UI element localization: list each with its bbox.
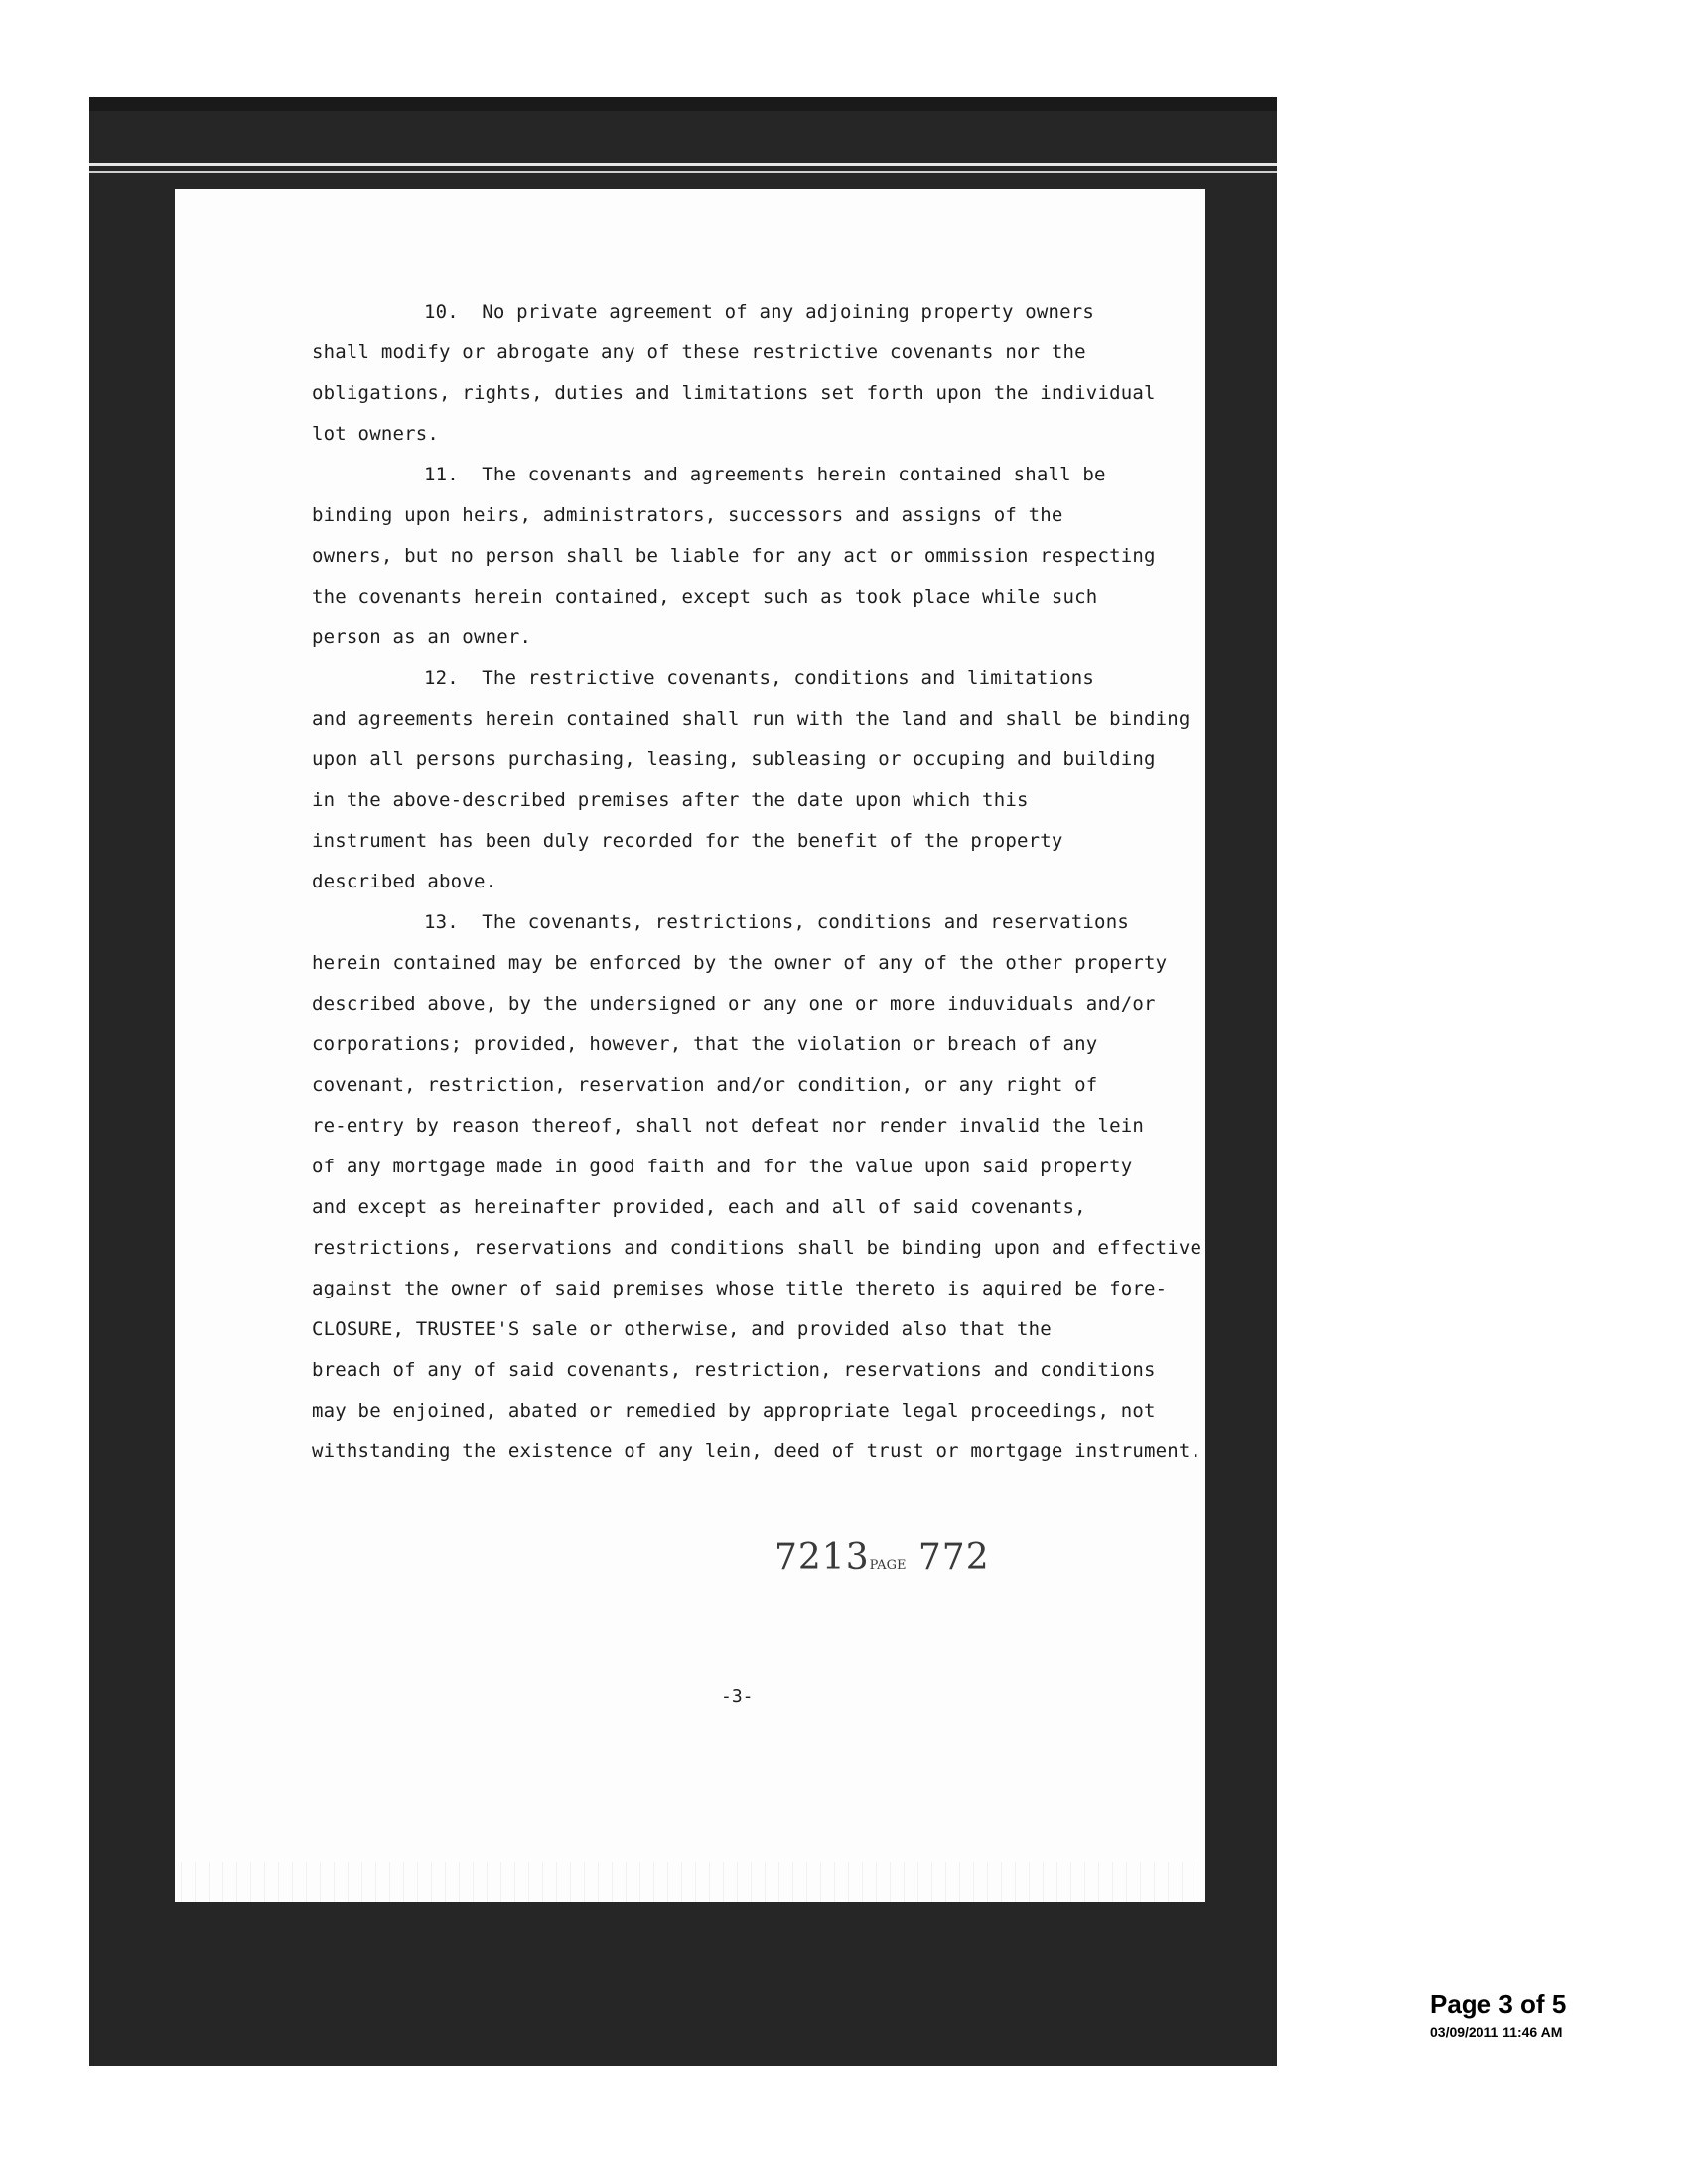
- document-line: of any mortgage made in good faith and for the value upon said property: [312, 1156, 1133, 1177]
- document-line: and agreements herein contained shall run with the land and shall be binding: [312, 708, 1191, 730]
- document-line: instrument has been duly recorded for the benefit of the property: [312, 830, 1063, 852]
- page-footer: [1430, 1989, 1589, 2040]
- scan-rule: [89, 171, 1277, 173]
- recording-stamp: [774, 1537, 990, 1577]
- document-line: lot owners.: [312, 423, 440, 445]
- document-line: in the above-described premises after the date upon which this: [312, 789, 1029, 811]
- document-line: described above.: [312, 871, 497, 892]
- scan-noise: [175, 1862, 1205, 1902]
- document-body: [312, 292, 1205, 1472]
- stamp-mark: PAGE: [869, 1558, 907, 1572]
- document-line: 11. The covenants and agreements herein contained shall be: [424, 464, 1106, 485]
- document-line: 10. No private agreement of any adjoining property owners: [424, 301, 1095, 323]
- document-line: against the owner of said premises whose title thereto is aquired be fore-: [312, 1278, 1168, 1299]
- document-line: binding upon heirs, administrators, successors and assigns of the: [312, 504, 1063, 526]
- document-line: may be enjoined, abated or remedied by appropriate legal proceedings, not: [312, 1400, 1156, 1422]
- document-line: 13. The covenants, restrictions, conditions and reservations: [424, 911, 1129, 933]
- document-line: covenant, restriction, reservation and/or condition, or any right of: [312, 1074, 1098, 1096]
- document-line: owners, but no person shall be liable for any act or ommission respecting: [312, 545, 1156, 567]
- document-line: upon all persons purchasing, leasing, subleasing or occuping and building: [312, 749, 1156, 770]
- document-line: described above, by the undersigned or any one or more induviduals and/or: [312, 993, 1156, 1015]
- document-line: obligations, rights, duties and limitations set forth upon the individual: [312, 382, 1156, 404]
- document-line: herein contained may be enforced by the owner of any of the other property: [312, 952, 1168, 974]
- document-line: person as an owner.: [312, 626, 532, 648]
- document-sheet: [175, 189, 1205, 1902]
- document-line: re-entry by reason thereof, shall not defeat nor render invalid the lein: [312, 1115, 1145, 1137]
- scan-top-strip: [89, 97, 1277, 111]
- document-line: 12. The restrictive covenants, conditions and limitations: [424, 667, 1095, 689]
- document-line: corporations; provided, however, that the violation or breach of any: [312, 1033, 1098, 1055]
- footer-timestamp: 03/09/2011 11:46 AM: [1430, 2024, 1563, 2040]
- document-line: and except as hereinafter provided, each and all of said covenants,: [312, 1196, 1086, 1218]
- document-line: the covenants herein contained, except such as took place while such: [312, 586, 1098, 608]
- document-line: shall modify or abrogate any of these restrictive covenants nor the: [312, 341, 1086, 363]
- scan-rule: [89, 163, 1277, 166]
- stamp-book: 7213: [774, 1537, 870, 1577]
- document-line: breach of any of said covenants, restriction, reservations and conditions: [312, 1359, 1156, 1381]
- scanned-page-frame: [89, 97, 1277, 2066]
- page-number: -3-: [721, 1686, 754, 1706]
- document-line: CLOSURE, TRUSTEE'S sale or otherwise, and provided also that the: [312, 1318, 1052, 1340]
- footer-page-label: Page 3 of 5: [1430, 1989, 1567, 2019]
- stamp-page: 772: [917, 1537, 990, 1577]
- document-line: restrictions, reservations and conditions shall be binding upon and effective: [312, 1237, 1202, 1259]
- document-line: withstanding the existence of any lein, deed of trust or mortgage instrument.: [312, 1440, 1202, 1462]
